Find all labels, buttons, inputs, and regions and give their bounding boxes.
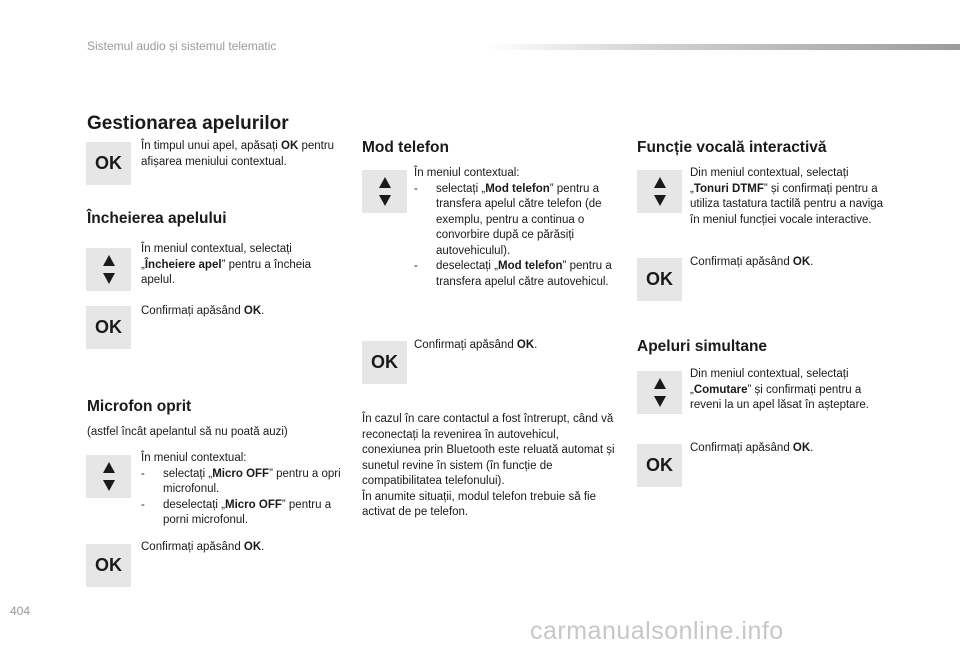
up-down-arrows-icon (637, 170, 682, 213)
up-down-arrows-icon (637, 371, 682, 414)
call-management-intro: În timpul unui apel, apăsați OK pentru afișarea meniului contextual. (141, 140, 335, 168)
ok-key-icon: OK (362, 341, 407, 384)
list-item: - selectați „Mod telefon” pentru a transfera apelul către telefon (de exemplu, pentru a continua o convorbire după ce părăsiți autovehiculul). (414, 182, 614, 260)
ok-key-icon: OK (86, 544, 131, 587)
page-number: 404 (10, 604, 31, 618)
header-title: Sistemul audio și sistemul telematic (87, 39, 277, 53)
simultaneous-calls-text: Din meniul contextual, selectați „Comutare” și confirmați pentru a reveni la un apel lăsat în așteptare. (690, 368, 870, 411)
list-item: - deselectați „Micro OFF” pentru a porni microfonul. (141, 498, 346, 529)
mic-off-confirm: Confirmați apăsând OK. (141, 541, 265, 553)
mic-off-note: (astfel încât apelantul să nu poată auzi) (87, 426, 288, 438)
up-down-arrows-icon (86, 455, 131, 498)
ok-key-icon: OK (637, 444, 682, 487)
heading-simultaneous-calls: Apeluri simultane (637, 338, 768, 355)
up-down-arrows-icon (86, 248, 131, 291)
ok-key-icon: OK (86, 306, 131, 349)
heading-phone-mode: Mod telefon (362, 139, 449, 156)
up-down-arrows-icon (362, 170, 407, 213)
list-item: - selectați „Micro OFF” pentru a opri microfonul. (141, 467, 346, 498)
ok-key-icon: OK (637, 258, 682, 301)
heading-end-call: Încheierea apelului (87, 210, 227, 227)
ok-key-icon: OK (86, 142, 131, 185)
mic-off-text: În meniul contextual: - selectați „Micro OFF” pentru a opri microfonul. - deselectați „Micro OFF” pentru a porni microfonul. (141, 451, 346, 529)
phone-mode-confirm: Confirmați apăsând OK. (414, 339, 538, 351)
interactive-voice-text: Din meniul contextual, selectați „Tonuri DTMF” și confirmați pentru a utiliza tastatura tactilă pentru a naviga în meniul funcției vocale interactive. (690, 167, 884, 226)
simultaneous-calls-confirm: Confirmați apăsând OK. (690, 442, 814, 454)
heading-mic-off: Microfon oprit (87, 398, 192, 415)
phone-mode-paragraph: În cazul în care contactul a fost întrerupt, când vă reconectați la revenirea în autovehicul, conexiunea prin Bluetooth este reluată automat și sunetul revine în sistem (în funcție de compatibilitatea telefonului). În anumite situații, modul telefon trebuie să fie activat de pe telefon. (362, 413, 615, 518)
watermark: carmanualsonline.info (530, 617, 784, 645)
section-title-call-management: Gestionarea apelurilor (87, 113, 289, 134)
header-rule (486, 44, 960, 50)
end-call-confirm: Confirmați apăsând OK. (141, 305, 265, 317)
heading-interactive-voice: Funcție vocală interactivă (637, 139, 827, 156)
interactive-voice-confirm: Confirmați apăsând OK. (690, 256, 814, 268)
end-call-text: În meniul contextual, selectați „Încheiere apel” pentru a încheia apelul. (141, 243, 312, 286)
list-item: - deselectați „Mod telefon” pentru a transfera apelul către autovehicul. (414, 259, 614, 290)
phone-mode-text: În meniul contextual: - selectați „Mod telefon” pentru a transfera apelul către telefon (de exemplu, pentru a continua o convorbire după ce părăsiți autovehiculul). - deselectați „Mod telefon” pentru a transfera apelul către autovehicul. (414, 166, 614, 290)
